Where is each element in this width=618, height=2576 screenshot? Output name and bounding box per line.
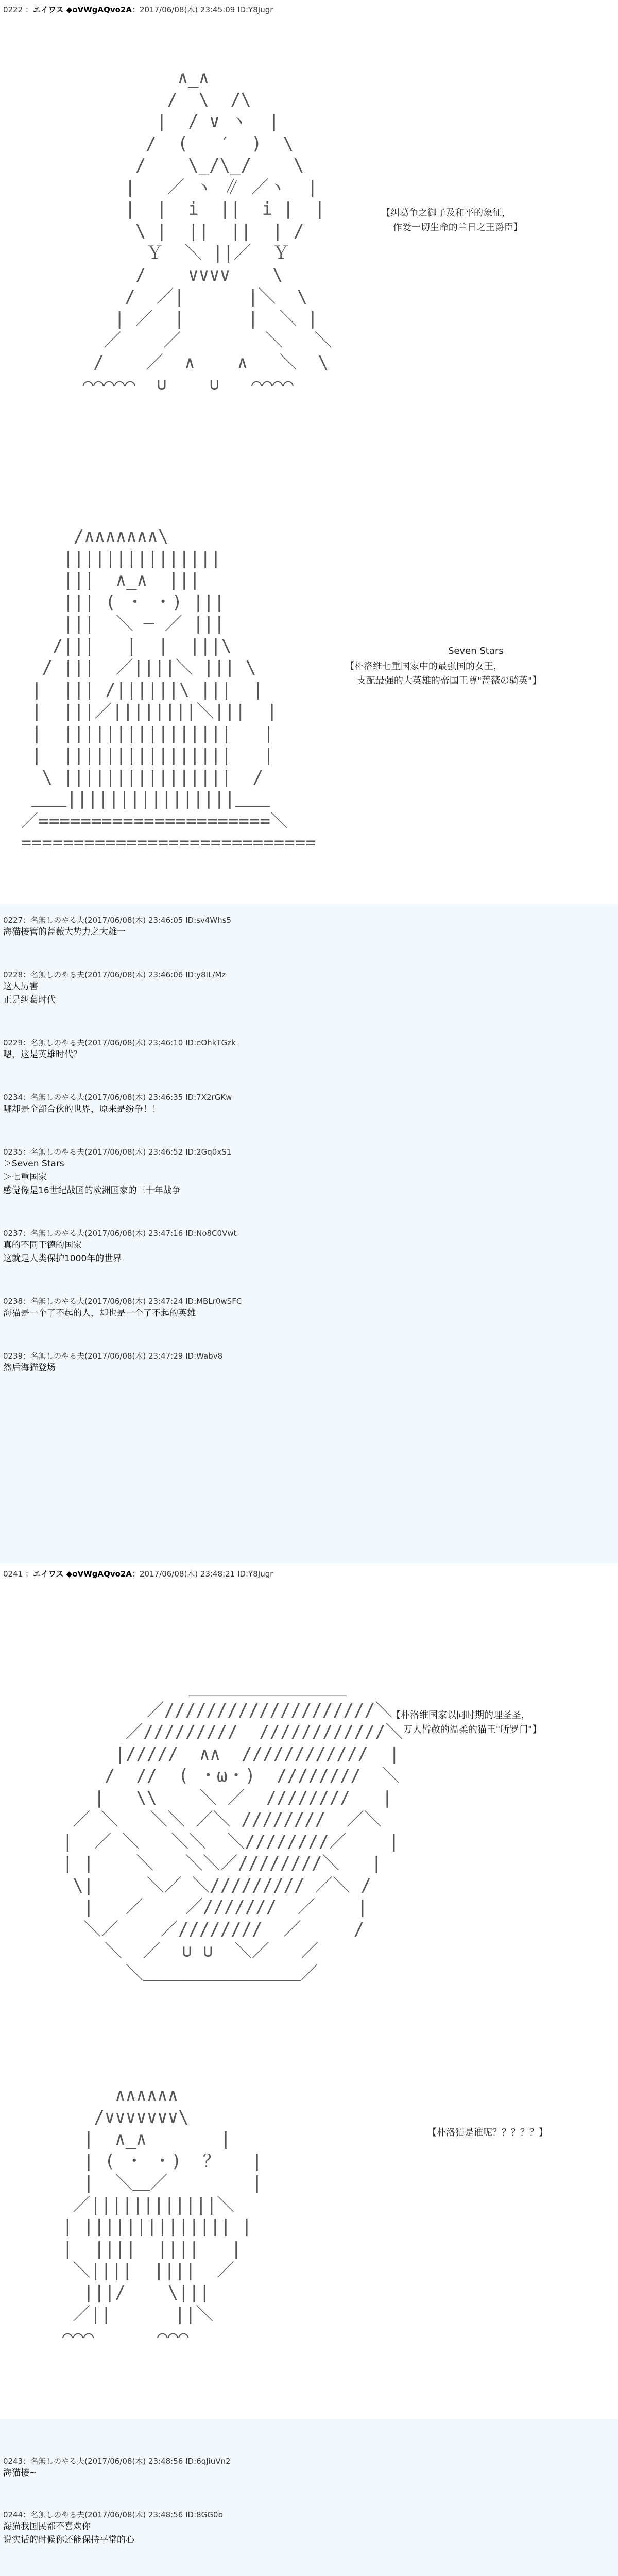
ascii-art-character: ∧∧∧∧∧∧ /∨∨∨∨∨∨∨\ | ∧_∧ | | ( ・ ・) ？ | | ＼＿／ | ／||||||||||||＼ | |||||||||||||| | | |||| |||| | ＼|||| |||| ／ |||/ \||| ／|| ||＼ ⌒⌒⌒ ⌒⌒⌒: [62, 2085, 263, 2347]
ascii-art-character: /∧∧∧∧∧∧∧\ ||||||||||||||| ||| ∧_∧ ||| ||| ( ・ ・) ||| ||| ＼ ─ ／ ||| /||| | | |||\ / ||| ／||||＼ ||| \ | ||| /||||||\ ||| | | |||／||||||||＼||| | | |||||||||||||||| | | |||||||||||||||| | \ |||||||||||||||| / ＿＿||||||||||||||||＿＿ ／======================＼ ============================: [21, 526, 316, 853]
caption-title: Seven Stars: [448, 646, 504, 656]
reply-body: 嗯，这是英雄时代？: [3, 1049, 82, 1060]
post-header: 0241 ：エイワス ◆oVWgAQvo2A：2017/06/08(木) 23:48:21 ID:Y8Jugr: [3, 1569, 273, 1579]
post-meta: 2017/06/08(木) 23:48:21 ID:Y8Jugr: [139, 1569, 273, 1579]
replies-1: [0, 904, 618, 1564]
caption-text: 【朴洛维七重国家中的最强国的女王， 支配最强的大英雄的帝国王尊"蔷薇の骑英"】: [345, 661, 542, 686]
ascii-art-character: ∧_∧ / \ /\ | / ∨ ヽ | / ( ′ ) \ / \_/\_/ \ | ／ ヽ ∥ ／ヽ | | | i || i | | \ | || || | / Ｙ ＼ ||／ Ｙ / ∨∨∨∨ \ / ／| |＼ \ | ／ | | ＼ | ／ ／ ＼ ＼ / ／ ∧ ∧ ＼ \ ⌒⌒⌒⌒⌒ ∪ ∪ ⌒⌒⌒⌒: [82, 67, 332, 395]
reply-body: 哪却是全部合伙的世界，原来是纷争！！: [3, 1104, 161, 1114]
main-post-2: [0, 1564, 618, 2419]
reply-body: 真的不同于德的国家 这就是人类保护1000年的世界: [3, 1240, 122, 1264]
poster-name[interactable]: エイワス ◆oVWgAQvo2A: [32, 1569, 132, 1579]
reply-item: [3, 2455, 611, 2480]
reply-header[interactable]: 0235：名無しのやる夫(2017/06/08(木) 23:46:52 ID:2Gq0xS1: [3, 1147, 232, 1157]
ascii-art-character: ＿＿＿＿＿＿＿＿＿ ／////////////////////＼ ／///////// ////////////＼ |///// ∧∧ //////////// | / // ( ・ω・) //////// ＼ | \\ ＼ ／ //////// | ／ ＼ ＼＼ ／＼ //////// ／＼ | ／ ＼ ＼＼ ＼////////／ | | | ＼ ＼＼／////////＼ | \| ＼／ ＼///////// ／＼ / | ／ ／/////// ／ | ＼／ ／//////// ／ / ＼ ／ ∪ ∪ ＼／ ／ ＼＿＿＿＿＿＿＿＿＿／: [62, 1678, 403, 1984]
caption-text: 【朴洛猫是谁呢？？？？？】: [427, 2127, 548, 2138]
reply-header[interactable]: 0237：名無しのやる夫(2017/06/08(木) 23:47:16 ID:No8C0Vwt: [3, 1229, 237, 1238]
post-meta: 2017/06/08(木) 23:45:09 ID:Y8Jugr: [139, 5, 273, 14]
reply-header[interactable]: 0239：名無しのやる夫(2017/06/08(木) 23:47:29 ID:Wabv8: [3, 1351, 223, 1361]
reply-header[interactable]: 0243：名無しのやる夫(2017/06/08(木) 23:48:56 ID:6qJiuVn2: [3, 2456, 231, 2466]
reply-item: [3, 914, 611, 939]
reply-body: 这人厉害 正是纠葛时代: [3, 981, 56, 1005]
reply-item: [3, 2509, 611, 2547]
reply-item: [3, 1092, 611, 1116]
reply-header[interactable]: 0244：名無しのやる夫(2017/06/08(木) 23:48:56 ID:8GG0b: [3, 2510, 223, 2519]
reply-item: [3, 1037, 611, 1061]
reply-body: ＞Seven Stars ＞七重国家 感觉像是16世纪战国的欧洲国家的三十年战争: [3, 1159, 181, 1196]
reply-item: [3, 1146, 611, 1197]
reply-body: 海猫接~: [3, 2468, 37, 2478]
reply-item: [3, 969, 611, 1007]
reply-header[interactable]: 0234：名無しのやる夫(2017/06/08(木) 23:46:35 ID:7X2rGKw: [3, 1093, 232, 1102]
replies-2: [0, 2419, 618, 2576]
reply-header[interactable]: 0238：名無しのやる夫(2017/06/08(木) 23:47:24 ID:MBLr0wSFC: [3, 1297, 242, 1306]
reply-item: [3, 1228, 611, 1265]
main-post-1: [0, 0, 618, 904]
reply-body: 海猫我国民都不喜欢你 说实话的时候你还能保持平常的心: [3, 2521, 134, 2545]
reply-header[interactable]: 0229：名無しのやる夫(2017/06/08(木) 23:46:10 ID:eOhkTGzk: [3, 1038, 236, 1047]
reply-header[interactable]: 0228：名無しのやる夫(2017/06/08(木) 23:46:06 ID:y8IL/Mz: [3, 970, 226, 979]
reply-body: 海猫是一个了不起的人，却也是一个了不起的英雄: [3, 1308, 196, 1318]
post-number: 0241: [3, 1569, 23, 1579]
post-number: 0222: [3, 5, 23, 14]
post-header: 0222 ：エイワス ◆oVWgAQvo2A：2017/06/08(木) 23:45:09 ID:Y8Jugr: [3, 5, 273, 14]
reply-header[interactable]: 0227：名無しのやる夫(2017/06/08(木) 23:46:05 ID:sv4Whs5: [3, 916, 232, 925]
caption-text: 【朴洛维国家以同时期的理圣圣， 万人皆敬的温柔的猫王"所罗门"】: [391, 1710, 542, 1735]
reply-item: [3, 1296, 611, 1320]
reply-body: 海猫接管的蔷薇大势力之大雄一: [3, 927, 126, 937]
caption-text: 【纠葛争之御子及和平的象征， 作爱一切生命的兰日之王爵臣】: [381, 208, 523, 233]
poster-name[interactable]: エイワス ◆oVWgAQvo2A: [32, 5, 132, 14]
reply-body: 然后海猫登场: [3, 1363, 56, 1373]
reply-item: [3, 1350, 611, 1375]
